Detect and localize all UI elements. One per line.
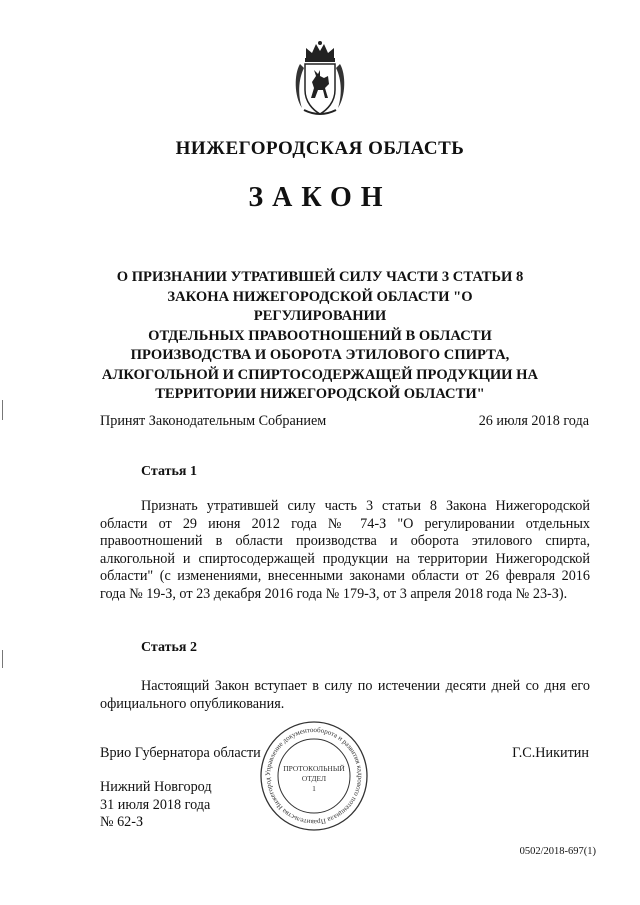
- scan-mark: [2, 400, 3, 420]
- signatory-position: Врио Губернатора области: [100, 745, 261, 761]
- law-title-line: ОТДЕЛЬНЫХ ПРАВООТНОШЕНИЙ В ОБЛАСТИ: [148, 327, 492, 344]
- law-title-line: ТЕРРИТОРИИ НИЖЕГОРОДСКОЙ ОБЛАСТИ": [155, 386, 485, 402]
- scan-mark: [2, 650, 3, 668]
- signatory-name: Г.С.Никитин: [512, 745, 589, 761]
- city: Нижний Новгород: [100, 779, 212, 795]
- article-1-heading: Статья 1: [141, 464, 197, 479]
- law-title-line: ПРОИЗВОДСТВА И ОБОРОТА ЭТИЛОВОГО СПИРТА,: [130, 347, 510, 363]
- law-number: № 62-З: [100, 814, 144, 830]
- stamp-ring-text: Управление документооборота и развития кадрового потенциала Правительства Нижегород: [263, 725, 365, 827]
- official-stamp: [259, 720, 369, 832]
- stamp-center-line: ОТДЕЛ: [301, 774, 327, 783]
- coat-of-arms-icon: [292, 40, 348, 118]
- document-type-heading: ЗАКОН: [248, 182, 392, 213]
- place-and-date: [100, 779, 212, 832]
- stamp-center-line: ПРОТОКОЛЬНЫЙ: [283, 764, 345, 773]
- law-title-line: АЛКОГОЛЬНОЙ И СПИРТОСОДЕРЖАЩЕЙ ПРОДУКЦИИ НА: [101, 366, 539, 383]
- article-2-heading: Статья 2: [141, 640, 197, 655]
- stamp-center-line: 1: [312, 784, 316, 793]
- law-title-line: ЗАКОНА НИЖЕГОРОДСКОЙ ОБЛАСТИ "О РЕГУЛИРОВАНИИ: [167, 288, 473, 324]
- article-1-text: Признать утратившей силу часть 3 статьи 8 Закона Нижегородской области от 29 июня 2012 года № 74-З "О регулировании отдельных правоотношений в области производства и оборота этилового спирта, алкогольной и спиртосодержащей продукции на территории Нижегородской области" (с изменениями, внесенными законами области от 26 февраля 2016 года № 19-З, от 23 декабря 2016 года № 179-З, от 3 апреля 2018 года № 23-З).: [100, 498, 590, 602]
- law-title: [100, 268, 540, 405]
- document-registration-number: 0502/2018-697(1): [519, 846, 596, 857]
- region-heading: НИЖЕГОРОДСКАЯ ОБЛАСТЬ: [175, 138, 465, 159]
- signing-date: 31 июля 2018 года: [100, 796, 211, 813]
- adoption-label: Принят Законодательным Собранием: [100, 413, 327, 429]
- law-title-line: О ПРИЗНАНИИ УТРАТИВШЕЙ СИЛУ ЧАСТИ 3 СТАТЬИ 8: [116, 269, 524, 285]
- article-2-text: Настоящий Закон вступает в силу по истечении десяти дней со дня его официального опубликования.: [100, 678, 590, 712]
- adoption-date: 26 июля 2018 года: [478, 413, 589, 429]
